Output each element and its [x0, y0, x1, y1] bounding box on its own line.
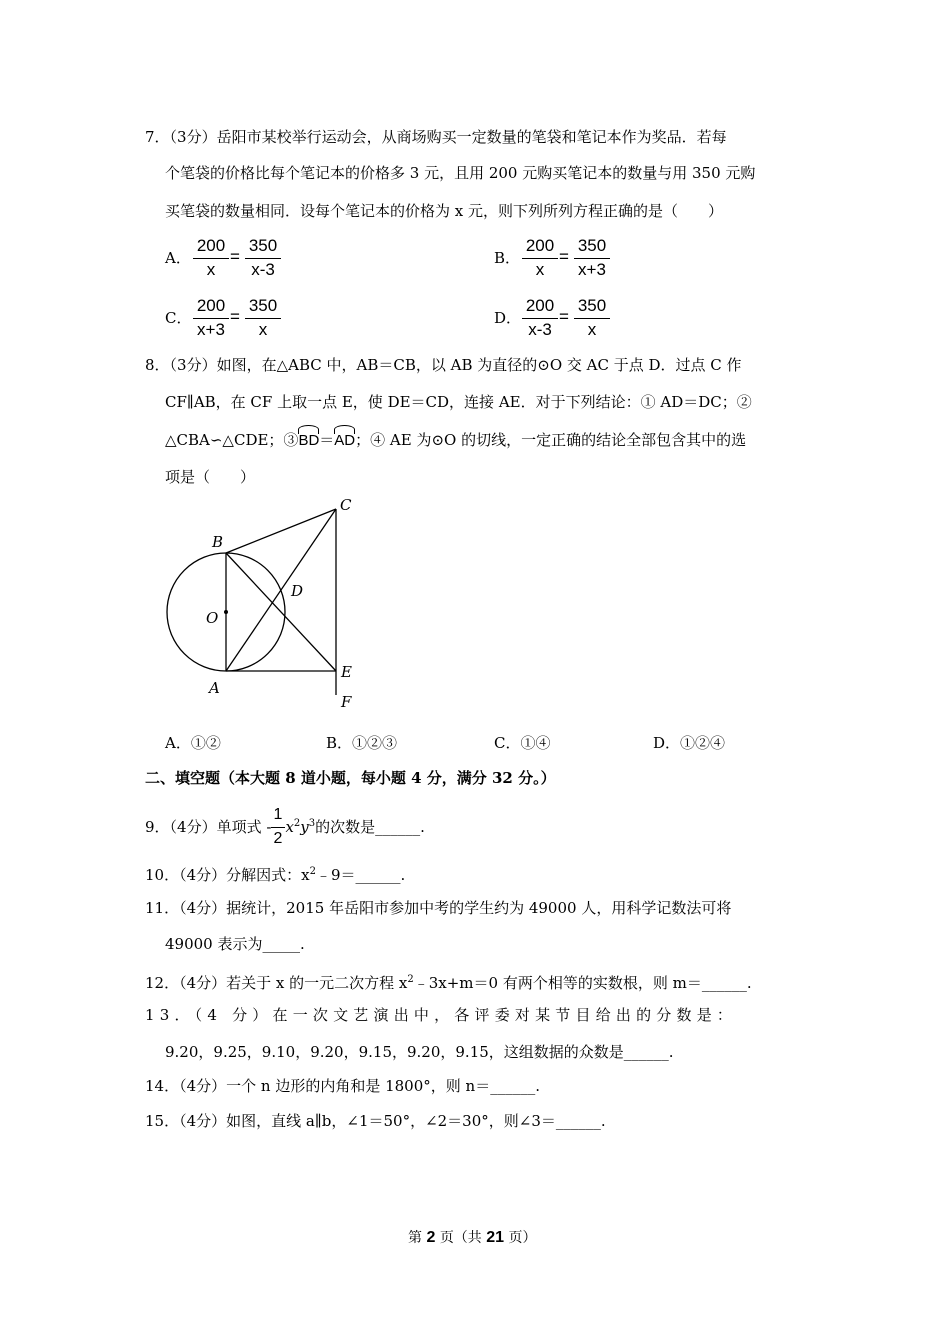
segment-be	[226, 553, 336, 671]
q9: 9．（4分）单项式 - $\frac{1}{2}$ $x^2y^3$的次数是______.	[145, 806, 425, 847]
section-title: 二、填空题（本大题 8 道小题，每小题 4 分，满分 32 分。）	[145, 769, 556, 787]
q8-line2: CF∥AB，在 CF 上取一点 E，使 DE＝CD，连接 AE．对于下列结论：① AD＝DC；②	[165, 393, 752, 411]
q8-option-d[interactable]: D．①②④	[653, 734, 726, 752]
q11-line1: 11．（4分）据统计，2015 年岳阳市参加中考的学生约为 49000 人，用科学记数法可将	[145, 899, 732, 917]
arc-ad: AD	[334, 432, 356, 449]
q11-line2: 49000 表示为_____.	[165, 935, 305, 953]
q7-line3: 买笔袋的数量相同．设每个笔记本的价格为 x 元，则下列所列方程正确的是（ ）	[165, 202, 723, 220]
label-a: A	[209, 679, 220, 697]
fraction-equation: 200 x-3 = 350 x	[522, 296, 622, 342]
q8-line4: 项是（ ）	[165, 468, 256, 486]
option-label: D．	[494, 309, 522, 327]
arc-bd: BD	[298, 432, 320, 449]
page-footer: 第 2 页（共 21 页）	[408, 1229, 537, 1246]
fraction-equation: 200 x = 350 x+3	[522, 236, 622, 282]
segment-bc	[226, 509, 336, 553]
q7-line2: 个笔袋的价格比每个笔记本的价格多 3 元，且用 200 元购买笔记本的数量与用 350 元购	[165, 164, 756, 182]
fraction-half: $\frac{1}{2}$	[271, 818, 285, 838]
q13-line1: 13．（4 分）在一次文艺演出中，各评委对某节目给出的分数是：	[145, 1006, 738, 1024]
label-f: F	[341, 693, 352, 711]
q12: 12．（4分）若关于 x 的一元二次方程 $x^2﹣3x+m=0$ 有两个相等的实数根，则 m＝______.	[145, 974, 752, 992]
q8-option-a[interactable]: A．①②	[165, 734, 221, 752]
label-o: O	[206, 609, 219, 627]
label-e: E	[341, 663, 352, 681]
q15: 15．（4分）如图，直线 a∥b，∠1＝50°，∠2＝30°，则∠3＝______.	[145, 1112, 606, 1130]
q13-line2: 9.20，9.25，9.10，9.20，9.15，9.20，9.15，这组数据的众数是______.	[165, 1043, 674, 1061]
q8-option-b[interactable]: B．①②③	[326, 734, 398, 752]
center-o	[224, 610, 228, 614]
segment-ac	[226, 509, 336, 671]
option-label: C．	[165, 309, 192, 327]
label-d: D	[291, 582, 304, 600]
q7-line1: 7．（3分）岳阳市某校举行运动会，从商场购买一定数量的笔袋和笔记本作为奖品．若每	[145, 128, 727, 146]
label-c: C	[340, 496, 352, 514]
q8-line1: 8．（3分）如图，在△ABC 中，AB＝CB，以 AB 为直径的⊙O 交 AC 于点 D．过点 C 作	[145, 356, 742, 374]
fraction-equation: 200 x+3 = 350 x	[193, 296, 293, 342]
option-label: A．	[165, 249, 191, 267]
q14: 14．（4分）一个 n 边形的内角和是 1800°，则 n＝______.	[145, 1077, 540, 1095]
geometry-figure	[160, 490, 370, 715]
q10: 10．（4分）分解因式：$x^2﹣9=\_\_\_\_\_\_$.	[145, 866, 406, 884]
q8-option-c[interactable]: C．①④	[494, 734, 551, 752]
q8-line3: △CBA∽△CDE；③BD＝AD；④ AE 为⊙O 的切线，一定正确的结论全部包含其中的选	[165, 431, 747, 449]
label-b: B	[212, 533, 224, 551]
option-label: B．	[494, 249, 521, 267]
fraction-equation: 200 x = 350 x-3	[193, 236, 293, 282]
